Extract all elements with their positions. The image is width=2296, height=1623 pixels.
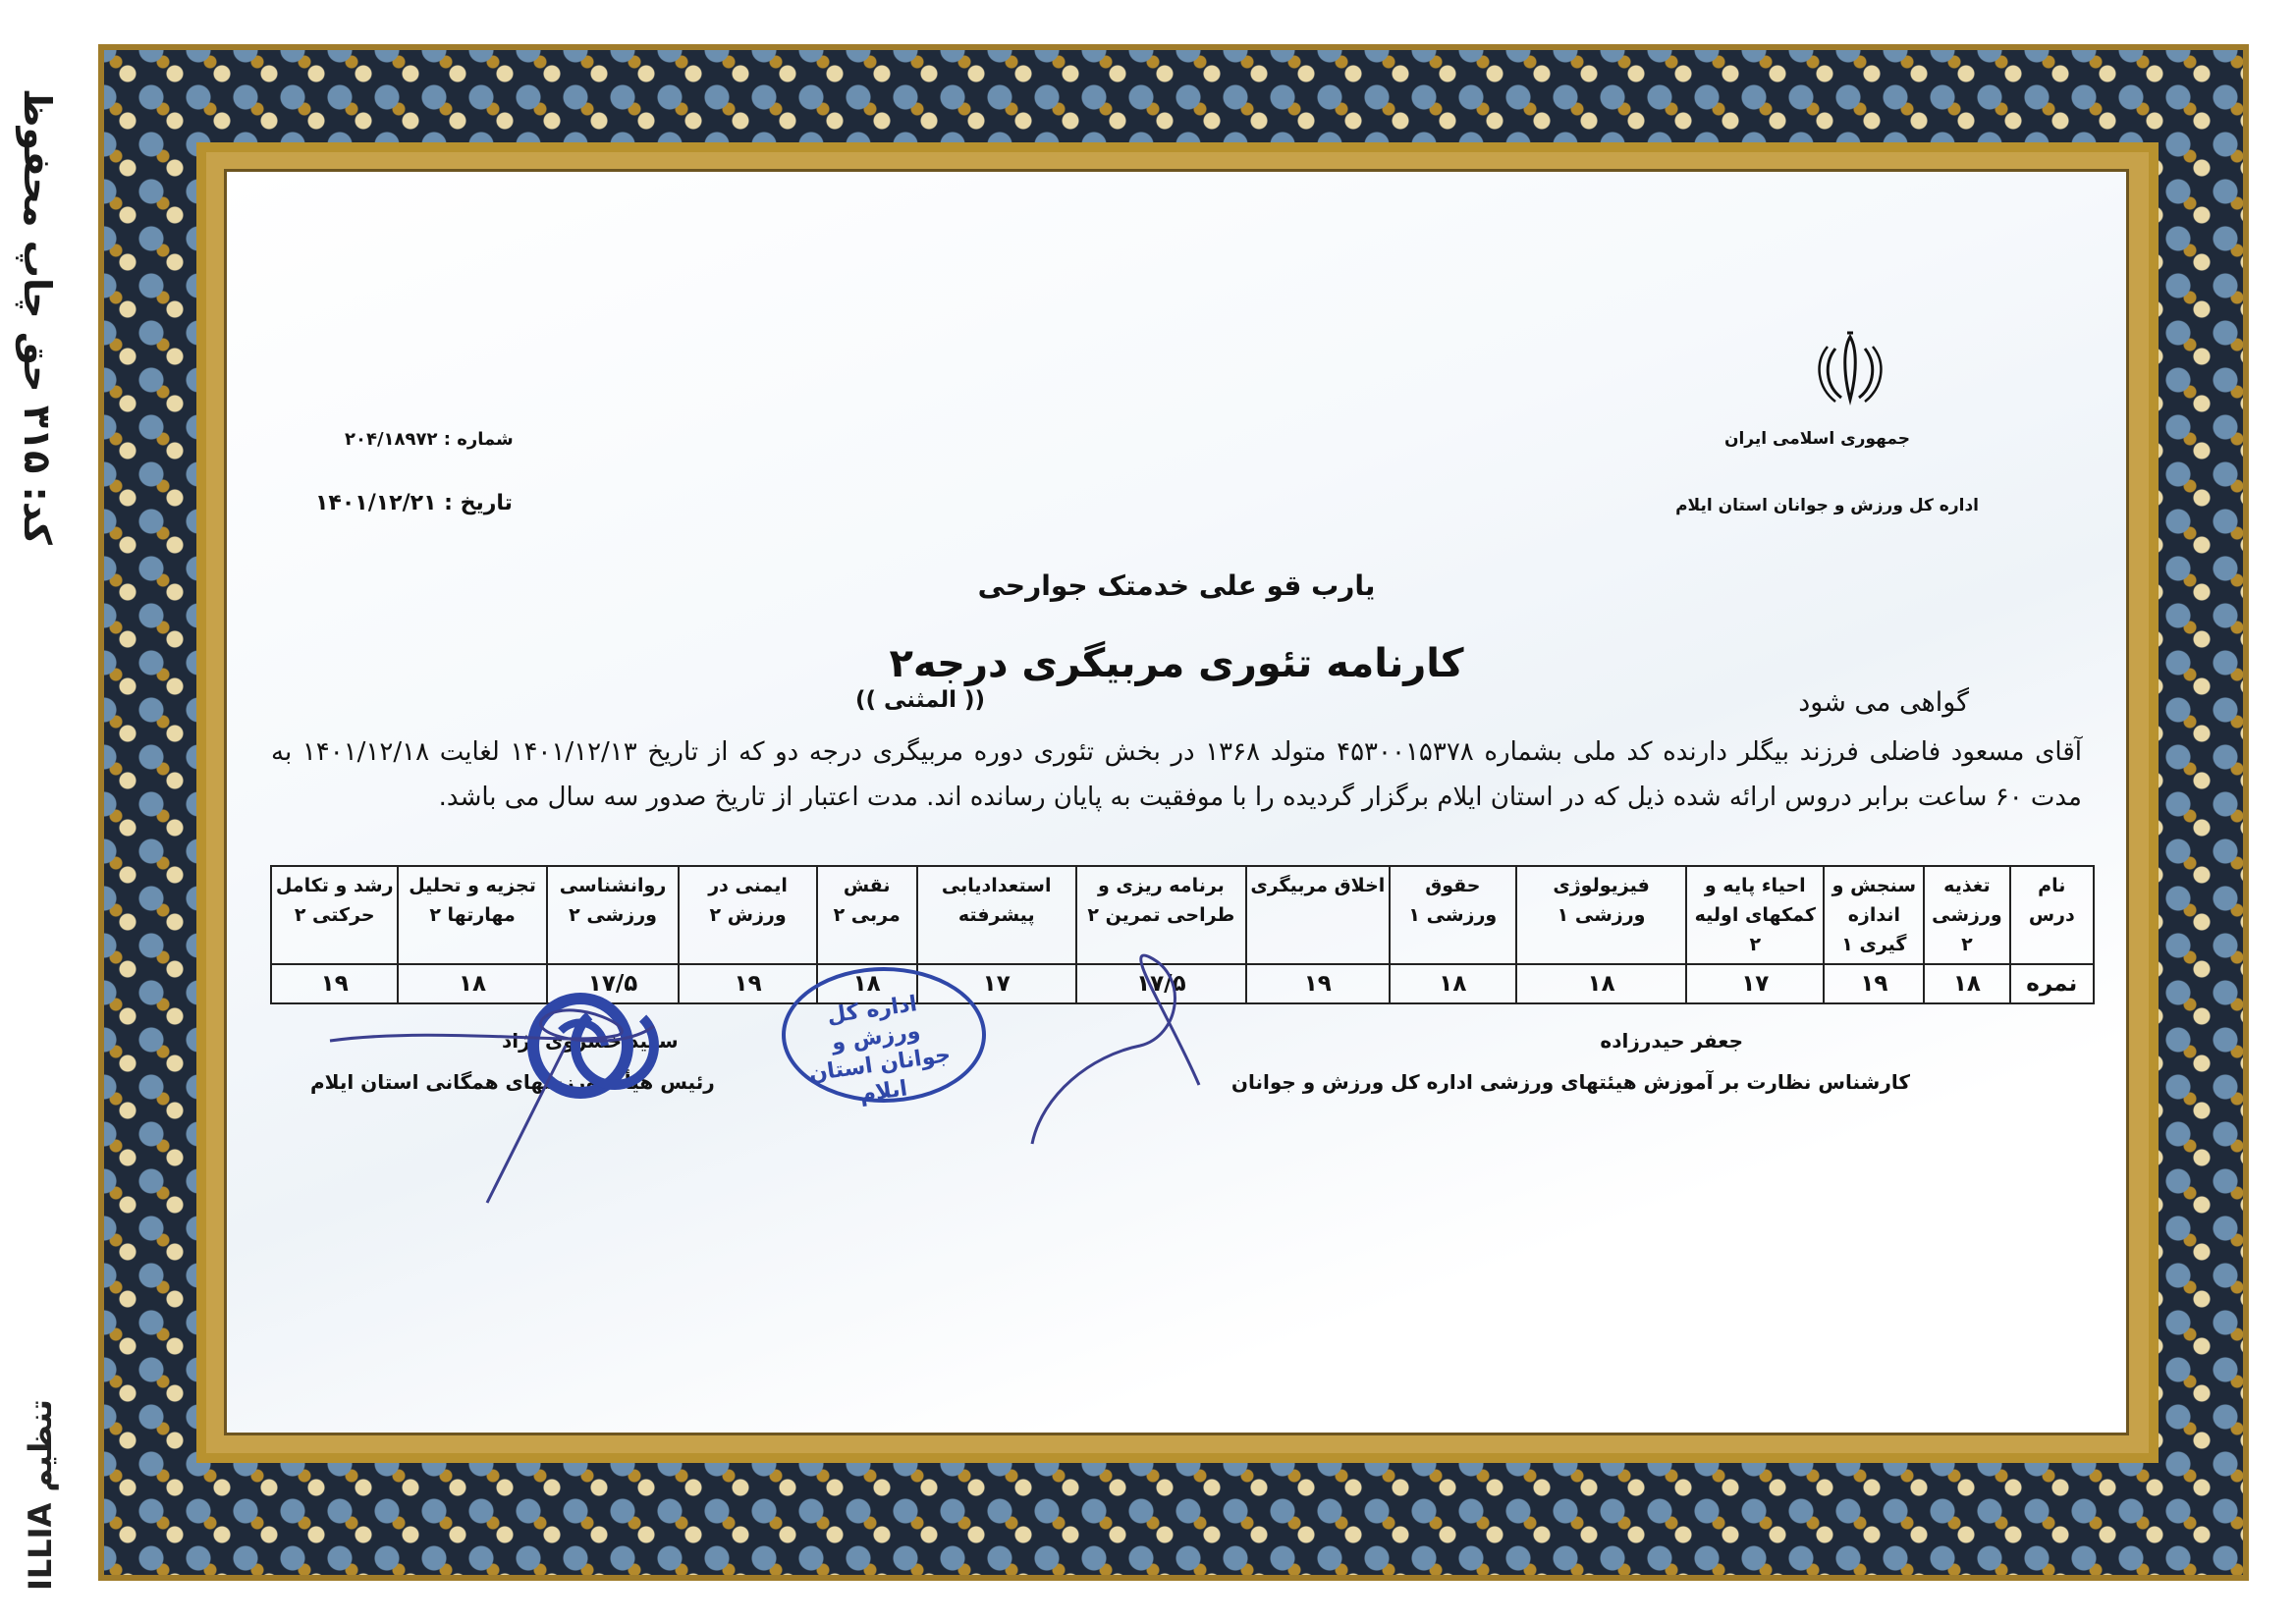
print-code-2: تنظیم ILLIA bbox=[22, 1399, 59, 1591]
republic-label: جمهوری اسلامی ایران bbox=[1723, 429, 1910, 449]
motto: یارب قو علی خدمتک جوارحی bbox=[977, 569, 1376, 602]
course-name: احیاء پایه و کمکهای اولیه ۲ bbox=[1686, 866, 1824, 964]
right-signer-title: کارشناس نظارت بر آموزش هیئتهای ورزشی اداره کل ورزش و جوانان bbox=[1230, 1070, 1910, 1094]
score-value: ۱۷ bbox=[917, 964, 1076, 1003]
score-value: ۱۹ bbox=[271, 964, 398, 1003]
score-value: ۱۸ bbox=[398, 964, 546, 1003]
course-name: تغذیه ورزشی ۲ bbox=[1924, 866, 2009, 964]
left-signer-title: رئیس هیأت ورزشهای همگانی استان ایلام bbox=[310, 1070, 715, 1094]
right-signature-scribble bbox=[973, 938, 1229, 1173]
score-value: ۱۷/۵ bbox=[547, 964, 680, 1003]
course-name: سنجش و اندازه گیری ۱ bbox=[1824, 866, 1924, 964]
certificate-body: آقای مسعود فاضلی فرزند بیگلر دارنده کد ملی بشماره ۴۵۳۰۰۱۵۳۷۸ متولد ۱۳۶۸ در بخش تئوری دوره مربیگری درجه دو که از تاریخ ۱۴۰۱/۱۲/۱۳ لغایت ۱۴۰۱/۱۲/۱۸ به مدت ۶۰ ساعت برابر دروس ارائه شده ذیل که در استان ایلام برگزار گردیده را با موفقیت به پایان رسانده اند. مدت اعتبار از تاریخ صدور سه سال می باشد. bbox=[271, 737, 2083, 812]
score-value: ۱۸ bbox=[817, 964, 917, 1003]
iran-emblem-icon bbox=[1806, 329, 1894, 407]
course-name: حقوق ورزشی ۱ bbox=[1390, 866, 1516, 964]
score-value: ۱۹ bbox=[679, 964, 816, 1003]
course-name: اخلاق مربیگری bbox=[1246, 866, 1390, 964]
letter-date: تاریخ : ۱۴۰۱/۱۲/۲۱ bbox=[315, 491, 513, 515]
organization-label: اداره کل ورزش و جوانان استان ایلام bbox=[1675, 496, 1979, 515]
margin-strip bbox=[0, 0, 93, 1623]
score-value: ۱۷/۵ bbox=[1076, 964, 1246, 1003]
score-value: ۱۸ bbox=[1516, 964, 1686, 1003]
print-code: کد: ۳۱۵ حق چاپ محفوظ bbox=[16, 88, 59, 545]
stamp-text: اداره کل ورزش و جوانان استان ایلام bbox=[807, 992, 953, 1108]
score-value: ۱۸ bbox=[1924, 964, 2009, 1003]
course-name: ایمنی در ورزش ۲ bbox=[679, 866, 816, 964]
course-name: استعدادیابی پیشرفته bbox=[917, 866, 1076, 964]
course-name: روانشناسی ورزشی ۲ bbox=[547, 866, 680, 964]
certificate-title: کارنامه تئوری مربیگری درجه۲ bbox=[889, 641, 1464, 686]
course-name: فیزیولوژی ورزشی ۱ bbox=[1516, 866, 1686, 964]
score-value: ۱۹ bbox=[1246, 964, 1390, 1003]
score-value: ۱۷ bbox=[1686, 964, 1824, 1003]
course-name: برنامه ریزی و طراحی تمرین ۲ bbox=[1076, 866, 1246, 964]
certificate-paper bbox=[224, 169, 2129, 1435]
course-name: تجزیه و تحلیل مهارتها ۲ bbox=[398, 866, 546, 964]
letter-number: شماره : ۲۰۴/۱۸۹۷۲ bbox=[345, 429, 514, 450]
score-value: ۱۹ bbox=[1824, 964, 1924, 1003]
right-signer-name: جعفر حیدرزاده bbox=[1600, 1029, 1743, 1053]
left-signature-scribble bbox=[320, 987, 733, 1213]
score-value: ۱۸ bbox=[1390, 964, 1516, 1003]
score-label: نمره bbox=[2010, 964, 2094, 1003]
duplicate-mark: (( المثنی )) bbox=[855, 687, 986, 713]
course-header-label: نام درس bbox=[2010, 866, 2094, 964]
left-signer-name: سعید خسروی نژاد bbox=[502, 1029, 679, 1053]
course-name: نقش مربی ۲ bbox=[817, 866, 917, 964]
course-name: رشد و تکامل حرکتی ۲ bbox=[271, 866, 398, 964]
certify-text: گواهی می شود bbox=[1798, 687, 1969, 718]
